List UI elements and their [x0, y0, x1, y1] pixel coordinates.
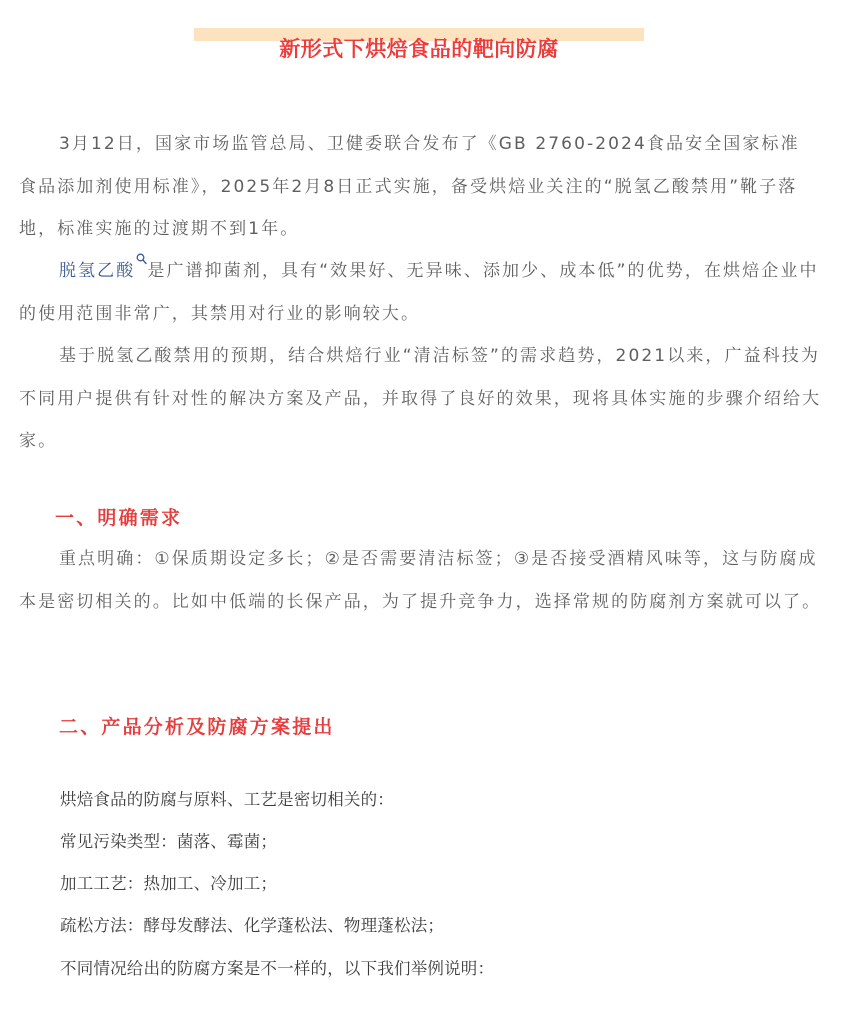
analysis-line: 加工工艺：热加工、冷加工； [60, 874, 278, 893]
paragraph-dha [19, 250, 831, 335]
section-heading-analysis: 二、产品分析及防腐方案提出 [59, 716, 335, 738]
analysis-line: 疏松方法：酵母发酵法、化学蓬松法、物理蓬松法； [60, 916, 445, 935]
analysis-line: 常见污染类型：菌落、霉菌； [60, 832, 278, 851]
article-title: 新形式下烘焙食品的靶向防腐 [279, 37, 559, 61]
paragraph-solutions: 基于脱氢乙酸禁用的预期，结合烘焙行业“清洁标签”的需求趋势，2021以来，广益科技为不同用户提供有针对性的解决方案及产品，并取得了良好的效果，现将具体实施的步骤介绍给大家。 [19, 346, 822, 451]
paragraph-dha-text: 是广谱抑菌剂，具有“效果好、无异味、添加少、成本低”的优势，在烘焙企业中的使用范围非常广，其禁用对行业的影响较大。 [19, 261, 819, 324]
search-icon[interactable] [136, 253, 147, 267]
analysis-line: 不同情况给出的防腐方案是不一样的，以下我们举例说明： [60, 959, 495, 978]
paragraph-requirements: 重点明确：①保质期设定多长；②是否需要清洁标签；③是否接受酒精风味等，这与防腐成本是密切相关的。比如中低端的长保产品，为了提升竞争力，选择常规的防腐剂方案就可以了。 [19, 549, 822, 612]
section-heading-requirements: 一、明确需求 [55, 507, 183, 529]
term-link-dehydroacetic-acid[interactable]: 脱氢乙酸 [58, 261, 136, 281]
analysis-line: 烘焙食品的防腐与原料、工艺是密切相关的： [60, 790, 394, 809]
article-title-block [194, 27, 644, 71]
paragraph-intro: 3月12日，国家市场监管总局、卫健委联合发布了《GB 2760-2024食品安全国家标准 食品添加剂使用标准》，2025年2月8日正式实施，备受烘焙业关注的“脱氢乙酸禁用”靴子落地，标准实施的过渡期不到1年。 [19, 134, 819, 239]
